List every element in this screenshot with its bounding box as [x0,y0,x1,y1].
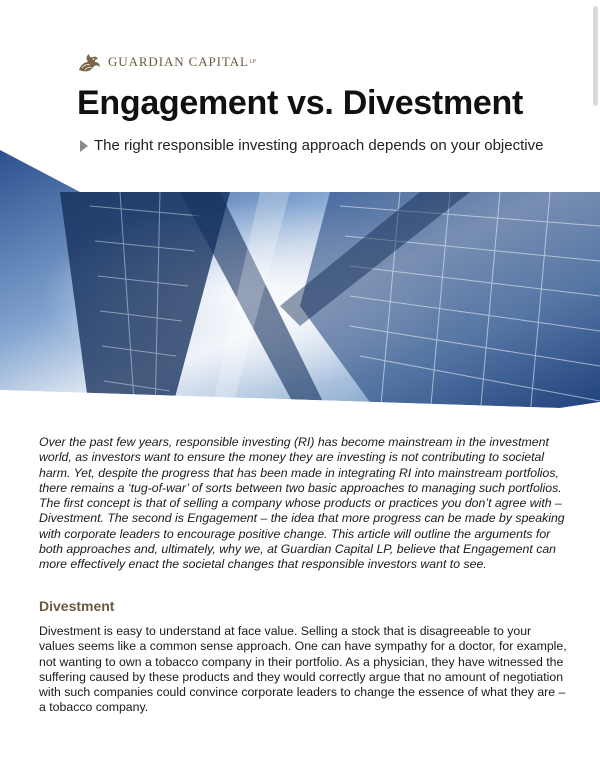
page-title: Engagement vs. Divestment [77,84,523,122]
brand-logo [76,50,256,74]
section-body-divestment: Divestment is easy to understand at face value. Selling a stock that is disagreeable to your values seems like a common sense approach. One can have sympathy for a doctor, for example, not wanting to own a tobacco company in their portfolio. As a physician, they have witnessed the suffering caused by these products and they would correctly argue that no amount of negotiation with such companies could convince corporate leaders to change the essence of what they are – a tobacco company. [39,624,567,715]
intro-paragraph: Over the past few years, responsible investing (RI) has become mainstream in the investment world, as investors want to ensure the money they are investing is not contributing to societal harm. Yet, despite the progress that has been made in integrating RI into mainstream portfolios, there remains a ‘tug-of-war’ of sorts between two basic approaches to managing such portfolios. The first concept is that of selling a company whose products or practices you don’t agree with – Divestment. The second is Engagement – the idea that more progress can be made by speaking with corporate leaders to encourage positive change. This article will outline the arguments for both approaches and, ultimately, why we, at Guardian Capital LP, believe that Engagement can more effectively enact the societal changes that responsible investors want to see. [39,435,565,572]
scrollbar-thumb[interactable] [593,6,598,106]
section-heading-divestment: Divestment [39,598,115,614]
brand-trademark: LP [249,59,256,65]
griffin-icon [76,50,102,74]
hero-image [0,146,600,416]
subtitle-text: The right responsible investing approach depends on your objective [94,137,544,154]
brand-name: GUARDIAN CAPITAL [108,54,249,69]
